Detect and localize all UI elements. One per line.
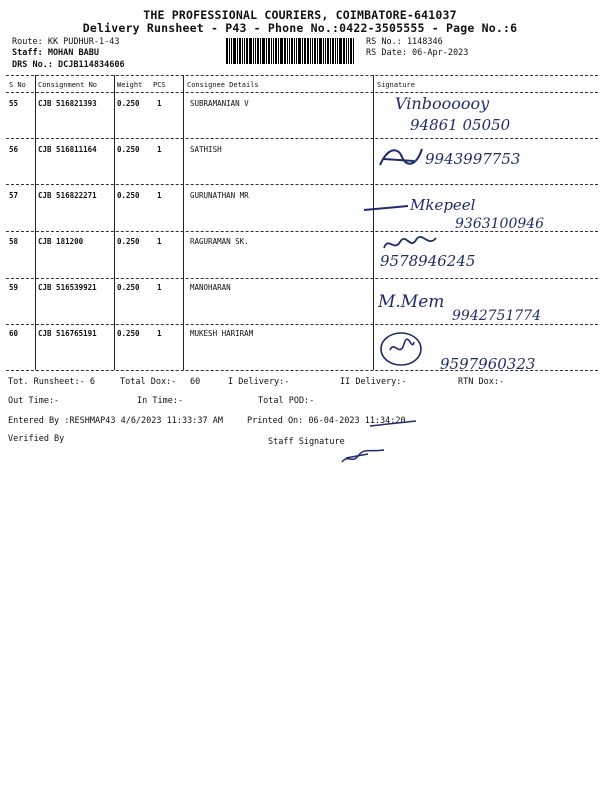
company-title: THE PROFESSIONAL COURIERS, COIMBATORE-641037 xyxy=(143,8,457,22)
handwritten-signature: Mkepeel xyxy=(410,196,476,214)
dash-mark-icon xyxy=(362,202,412,214)
total-runsheet: Tot. Runsheet:- 6 xyxy=(8,377,95,387)
barcode-bar xyxy=(317,38,318,64)
row-divider xyxy=(6,184,598,185)
row-pcs: 1 xyxy=(157,191,162,200)
route-label: Route: KK PUDHUR-1-43 xyxy=(12,37,120,47)
staff-label: Staff: MOHAN BABU xyxy=(12,48,99,58)
i-delivery-label: I Delivery:- xyxy=(228,377,290,387)
barcode-bar xyxy=(268,38,270,64)
row-consignment: CJB 516765191 xyxy=(38,329,97,338)
barcode-bar xyxy=(249,38,252,64)
out-time-label: Out Time:- xyxy=(8,396,60,406)
barcode-bar xyxy=(350,38,352,64)
handwritten-signature: M.Mem xyxy=(378,292,445,312)
barcode-bar xyxy=(296,38,297,64)
in-time-label: In Time:- xyxy=(137,396,184,406)
barcode-bar xyxy=(339,38,342,64)
table-top-rule xyxy=(6,75,598,76)
barcode-bar xyxy=(319,38,322,64)
barcode-bar xyxy=(262,38,265,64)
row-consignee: MUKESH HARIRAM xyxy=(190,329,254,338)
row-weight: 0.250 xyxy=(117,237,140,246)
row-pcs: 1 xyxy=(157,329,162,338)
printed-on: Printed On: 06-04-2023 11:34:20 xyxy=(247,416,406,426)
barcode-bar xyxy=(278,38,279,64)
total-dox-label: Total Dox:- xyxy=(120,377,177,387)
barcode-bar xyxy=(304,38,306,64)
barcode-bar xyxy=(310,38,311,64)
row-divider xyxy=(6,278,598,279)
handwritten-signature: Vinboooooy xyxy=(395,94,490,113)
entered-by: Entered By :RESHMAP43 4/6/2023 11:33:37 AM xyxy=(8,416,223,426)
handwritten-phone: 9597960323 xyxy=(440,355,536,373)
circled-signature-icon xyxy=(378,330,426,370)
barcode-bar xyxy=(348,38,349,64)
barcode-bar xyxy=(229,38,230,64)
barcode-bar xyxy=(289,38,290,64)
barcode-bar xyxy=(302,38,303,64)
barcode-bar xyxy=(246,38,248,64)
rtn-dox-label: RTN Dox:- xyxy=(458,377,505,387)
strike-mark-icon xyxy=(368,418,420,430)
col-divider xyxy=(183,75,184,370)
row-weight: 0.250 xyxy=(117,329,140,338)
row-consignment: CJB 516539921 xyxy=(38,283,97,292)
total-pod-label: Total POD:- xyxy=(258,396,315,406)
barcode-bar xyxy=(335,38,336,64)
col-header-consignee: Consignee Details xyxy=(187,81,259,89)
col-header-sno: S No xyxy=(9,81,26,89)
row-sno: 55 xyxy=(9,99,19,108)
staff-signature-scribble-icon xyxy=(338,444,388,468)
handwritten-phone: 9578946245 xyxy=(380,252,476,270)
barcode-bar xyxy=(330,38,331,64)
row-consignee: RAGURAMAN SK. xyxy=(190,237,249,246)
row-consignment: CJB 516822271 xyxy=(38,191,97,200)
barcode-bar xyxy=(237,38,238,64)
barcode-bar xyxy=(298,38,301,64)
barcode-bar xyxy=(260,38,261,64)
barcode-bar xyxy=(325,38,326,64)
row-sno: 60 xyxy=(9,329,19,338)
scribble-signature-icon xyxy=(380,234,440,254)
barcode-bar xyxy=(307,38,309,64)
runsheet-subtitle: Delivery Runsheet - P43 - Phone No.:0422-3505555 - Page No.:6 xyxy=(82,21,518,35)
row-sno: 59 xyxy=(9,283,19,292)
rs-date: RS Date: 06-Apr-2023 xyxy=(366,48,469,58)
col-header-pcs: PCS xyxy=(153,81,166,89)
barcode-bar xyxy=(280,38,283,64)
row-divider xyxy=(6,324,598,325)
barcode-bar xyxy=(271,38,272,64)
row-divider xyxy=(6,231,598,232)
row-weight: 0.250 xyxy=(117,145,140,154)
total-dox-value: 60 xyxy=(190,377,201,387)
table-bottom-rule xyxy=(6,370,598,371)
row-weight: 0.250 xyxy=(117,99,140,108)
barcode-bar xyxy=(353,38,354,64)
barcode-bar xyxy=(275,38,277,64)
barcode-bar xyxy=(244,38,245,64)
barcode-bar xyxy=(337,38,338,64)
row-consignment: CJB 181200 xyxy=(38,237,84,246)
row-pcs: 1 xyxy=(157,99,162,108)
barcode-bar xyxy=(314,38,316,64)
barcode-bar xyxy=(343,38,345,64)
barcode-bar xyxy=(287,38,288,64)
row-pcs: 1 xyxy=(157,283,162,292)
barcode-image xyxy=(226,38,361,64)
row-sno: 58 xyxy=(9,237,19,246)
col-divider xyxy=(373,75,374,370)
ii-delivery-label: II Delivery:- xyxy=(340,377,407,387)
row-weight: 0.250 xyxy=(117,283,140,292)
row-pcs: 1 xyxy=(157,237,162,246)
barcode-bar xyxy=(231,38,232,64)
row-consignee: SATHISH xyxy=(190,145,222,154)
barcode-bar xyxy=(233,38,236,64)
verified-by-label: Verified By xyxy=(8,434,65,444)
barcode-bar xyxy=(346,38,347,64)
row-consignment: CJB 516811164 xyxy=(38,145,97,154)
barcode-bar xyxy=(255,38,256,64)
barcode-bar xyxy=(242,38,243,64)
row-consignee: MANOHARAN xyxy=(190,283,231,292)
col-divider xyxy=(114,75,115,370)
barcode-bar xyxy=(253,38,254,64)
barcode-bar xyxy=(266,38,267,64)
barcode-bar xyxy=(294,38,295,64)
handwritten-phone: 9942751774 xyxy=(452,308,542,324)
barcode-bar xyxy=(291,38,293,64)
barcode-bar xyxy=(332,38,334,64)
handwritten-phone: 9943997753 xyxy=(425,150,521,168)
barcode-bar xyxy=(226,38,228,64)
col-header-signature: Signature xyxy=(377,81,415,89)
barcode-bar xyxy=(273,38,274,64)
drs-number: DRS No.: DCJB114834606 xyxy=(12,60,125,70)
col-header-weight: Weight xyxy=(117,81,143,89)
row-sno: 57 xyxy=(9,191,19,200)
barcode-bar xyxy=(257,38,259,64)
row-consignment: CJB 516821393 xyxy=(38,99,97,108)
barcode-bar xyxy=(284,38,286,64)
row-consignee: SUBRAMANIAN V xyxy=(190,99,249,108)
row-sno: 56 xyxy=(9,145,19,154)
rs-number: RS No.: 1148346 xyxy=(366,37,443,47)
col-divider xyxy=(35,75,36,370)
handwritten-phone: 94861 05050 xyxy=(410,116,511,134)
row-divider xyxy=(6,138,598,139)
barcode-bar xyxy=(327,38,329,64)
barcode-bar xyxy=(312,38,313,64)
row-pcs: 1 xyxy=(157,145,162,154)
row-weight: 0.250 xyxy=(117,191,140,200)
scribble-signature-icon xyxy=(376,143,426,173)
barcode-bar xyxy=(323,38,324,64)
handwritten-phone: 9363100946 xyxy=(455,216,545,232)
row-consignee: GURUNATHAN MR xyxy=(190,191,249,200)
barcode-bar xyxy=(239,38,241,64)
staff-signature-label: Staff Signature xyxy=(268,437,345,447)
col-header-consignment: Consignment No xyxy=(38,81,98,89)
table-header-rule xyxy=(6,92,598,93)
